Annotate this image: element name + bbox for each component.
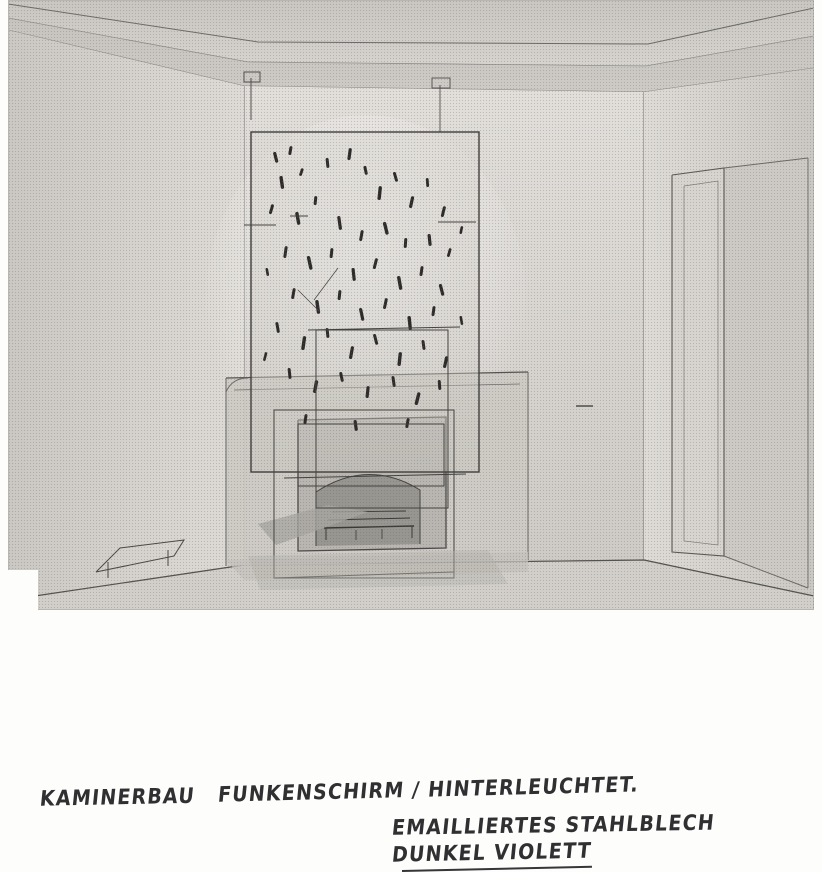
plate-corner-cut <box>8 570 38 610</box>
screen-shadow <box>248 550 508 590</box>
perspective-drawing-plate <box>8 0 814 610</box>
caption-line-1-right: FUNKENSCHIRM / HINTERLEUCHTET. <box>216 772 641 808</box>
caption-line-3: DUNKEL VIOLETT <box>390 838 593 868</box>
handwritten-caption <box>0 760 822 872</box>
spark-screen <box>251 132 479 472</box>
perspective-drawing <box>8 0 814 610</box>
caption-underline <box>402 866 592 872</box>
caption-line-2: EMAILLIERTES STAHLBLECH <box>390 810 717 841</box>
caption-line-1-left: KAMINERBAU <box>38 783 197 812</box>
